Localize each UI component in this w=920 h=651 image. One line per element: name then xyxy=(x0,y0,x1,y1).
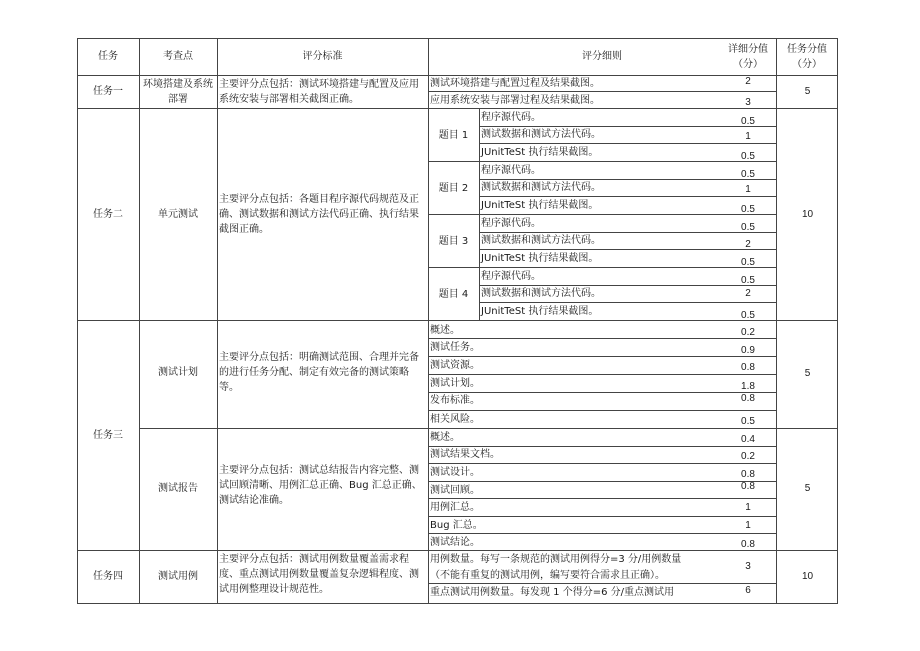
detail-row: JUnitTeSt 执行结果截图。 xyxy=(481,253,599,264)
check-point: 测试用例 xyxy=(158,571,198,582)
detail-score: 1.8 xyxy=(741,381,755,392)
detail-row: 程序源代码。 xyxy=(481,165,541,176)
criteria-text: 主要评分点包括：明确测试范围、合理并完备的进行任务分配、制定有效完备的测试策略等。 xyxy=(219,352,419,393)
question-label: 题目 4 xyxy=(438,289,469,300)
detail-row: 用例数量。每写一条规范的测试用例得分=3 分/用例数量 xyxy=(430,554,682,565)
detail-row: 测试回顾。 xyxy=(430,485,480,496)
check-point: 单元测试 xyxy=(158,209,198,220)
detail-score: 0.5 xyxy=(741,169,755,180)
criteria-text: 主要评分点包括：测试用例数量覆盖需求程度、重点测试用例数量覆盖复杂逻辑程度、测试用例整理设计规范性。 xyxy=(219,554,419,595)
detail-score: 1 xyxy=(745,502,751,513)
detail-row: Bug 汇总。 xyxy=(430,520,483,531)
question-label: 题目 3 xyxy=(438,236,469,247)
detail-row: JUnitTeSt 执行结果截图。 xyxy=(481,147,599,158)
check-point: 测试计划 xyxy=(158,367,198,378)
detail-row: 测试任务。 xyxy=(430,342,480,353)
detail-score: 2 xyxy=(745,288,751,299)
detail-score: 3 xyxy=(745,561,751,572)
detail-score: 0.5 xyxy=(741,310,755,321)
detail-row: 发布标准。 xyxy=(430,395,480,406)
detail-score: 0.5 xyxy=(741,222,755,233)
header-details: 评分细则 xyxy=(582,51,622,62)
detail-row: JUnitTeSt 执行结果截图。 xyxy=(481,200,599,211)
task-score: 5 xyxy=(804,483,811,494)
task-name: 任务二 xyxy=(93,209,123,220)
detail-row: 重点测试用例数量。每发现 1 个得分=6 分/重点测试用 xyxy=(430,587,675,598)
detail-score: 3 xyxy=(745,97,751,108)
detail-score: 6 xyxy=(745,585,751,596)
detail-row: 应用系统安装与部署过程及结果截图。 xyxy=(430,95,600,106)
detail-row: 程序源代码。 xyxy=(481,218,541,229)
detail-row: 测试数据和测试方法代码。 xyxy=(481,182,601,193)
detail-row: 测试结果文档。 xyxy=(430,449,500,460)
detail-row: 测试结论。 xyxy=(430,537,480,548)
detail-row: JUnitTeSt 执行结果截图。 xyxy=(481,306,599,317)
criteria-text: 主要评分点包括：测试总结报告内容完整、测试回顾清晰、用例汇总正确、Bug 汇总正确、测试结论准确。 xyxy=(219,465,422,506)
header-check-point: 考查点 xyxy=(163,51,193,62)
detail-score: 0.5 xyxy=(741,204,755,215)
question-label: 题目 1 xyxy=(438,130,469,141)
check-point: 测试报告 xyxy=(158,483,198,494)
detail-score: 2 xyxy=(745,239,751,250)
detail-score: 0.5 xyxy=(741,151,755,162)
detail-score: 0.4 xyxy=(741,434,755,445)
detail-score: 0.9 xyxy=(741,345,755,356)
task-name: 任务四 xyxy=(93,571,123,582)
detail-row-continued: （不能有重复的测试用例，编写要符合需求且正确）。 xyxy=(430,570,665,581)
detail-score: 0.8 xyxy=(741,481,755,492)
detail-score: 1 xyxy=(745,184,751,195)
detail-score: 2 xyxy=(745,76,751,87)
criteria-text: 主要评分点包括：各题目程序源代码规范及正确、测试数据和测试方法代码正确、执行结果截图正确。 xyxy=(219,194,419,235)
detail-row: 用例汇总。 xyxy=(430,502,480,513)
detail-score: 0.5 xyxy=(741,257,755,268)
task-score: 5 xyxy=(804,368,811,379)
task-score: 5 xyxy=(804,86,811,97)
detail-row: 概述。 xyxy=(430,432,460,443)
detail-row: 测试数据和测试方法代码。 xyxy=(481,129,601,140)
detail-row: 测试数据和测试方法代码。 xyxy=(481,235,601,246)
detail-row: 程序源代码。 xyxy=(481,112,541,123)
scoring-table xyxy=(77,38,838,604)
task-name: 任务一 xyxy=(93,86,123,97)
detail-score: 0.8 xyxy=(741,469,755,480)
detail-score: 0.5 xyxy=(741,116,755,127)
question-label: 题目 2 xyxy=(438,183,469,194)
detail-score: 0.2 xyxy=(741,327,755,338)
detail-score: 0.8 xyxy=(741,539,755,550)
detail-score: 1 xyxy=(745,520,751,531)
header-task: 任务 xyxy=(98,51,118,62)
task-name: 任务三 xyxy=(93,430,123,441)
header-criteria: 评分标准 xyxy=(302,51,343,62)
detail-score: 1 xyxy=(745,131,751,142)
header-detail-score: 详细分值（分） xyxy=(728,44,768,70)
detail-row: 测试环境搭建与配置过程及结果截图。 xyxy=(430,78,600,89)
task-score: 10 xyxy=(801,209,814,220)
detail-row: 程序源代码。 xyxy=(481,271,541,282)
detail-row: 概述。 xyxy=(430,325,460,336)
detail-row: 测试设计。 xyxy=(430,467,480,478)
detail-row: 测试计划。 xyxy=(430,378,480,389)
detail-score: 0.5 xyxy=(741,416,755,427)
detail-row: 相关风险。 xyxy=(430,414,480,425)
header-task-score: 任务分值（分） xyxy=(787,44,827,70)
detail-score: 0.8 xyxy=(741,393,755,404)
detail-row: 测试资源。 xyxy=(430,360,480,371)
detail-score: 0.8 xyxy=(741,362,755,373)
criteria-text: 主要评分点包括：测试环境搭建与配置及应用系统安装与部署相关截图正确。 xyxy=(219,79,419,105)
task-score: 10 xyxy=(801,571,814,582)
detail-score: 0.2 xyxy=(741,451,755,462)
detail-row: 测试数据和测试方法代码。 xyxy=(481,288,601,299)
check-point: 环境搭建及系统部署 xyxy=(143,79,213,105)
detail-score: 0.5 xyxy=(741,275,755,286)
